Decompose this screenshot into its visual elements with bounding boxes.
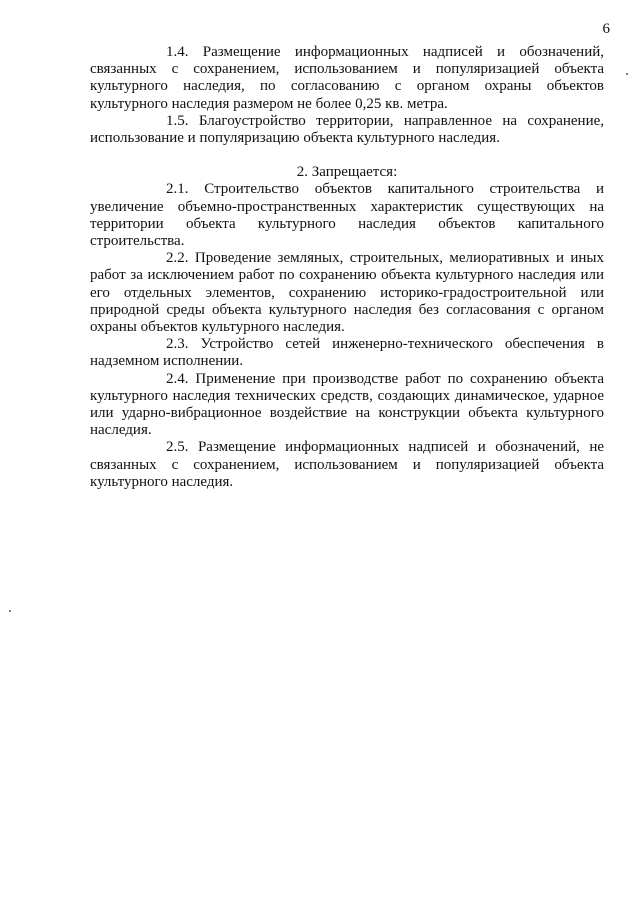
list-item-2-2 (90, 250, 604, 336)
list-item-2-3 (90, 336, 604, 370)
list-item-1-4 (90, 44, 604, 113)
item-number: 1.4. (166, 44, 189, 60)
item-text: Благоустройство территории, направленное на сохранение, использование и популяризацию объекта культурного наследия. (90, 112, 605, 147)
item-text: Устройство сетей инженерно-технического обеспечения в надземном исполнении. (90, 336, 605, 370)
list-item-2-1 (90, 181, 604, 250)
item-number: 2.3. (166, 336, 189, 353)
item-text: Проведение земляных, строительных, мелиоративных и иных работ за исключением работ по сохранению объекта культурного наследия или его отдельных элементов, сохранению историко-градостроительной или природной среды объекта культурного наследия без согласования с органом охраны объектов культурного наследия. (90, 250, 604, 336)
item-text: Применение при производстве работ по сохранению объекта культурного наследия технических средств, создающих динамическое, ударное или ударно-вибрационное воздействие на конструкции объекта культурного наследия. (90, 370, 604, 439)
item-number: 2.5. (166, 439, 189, 456)
list-item-2-4 (90, 371, 604, 440)
item-text: Строительство объектов капитального строительства и увеличение объемно-пространственных характеристик существующих на территории объекта культурного наследия объектов капитального строительства. (90, 181, 604, 250)
scan-speck (626, 73, 628, 75)
scan-speck (9, 610, 11, 612)
item-number: 2.4. (166, 370, 189, 387)
section-heading: 2. Запрещается: (296, 164, 398, 181)
document-body (90, 44, 604, 491)
list-item-1-5 (90, 113, 604, 147)
item-number: 2.2. (166, 250, 189, 267)
item-text: Размещение информационных надписей и обозначений, не связанных с сохранением, использованием и популяризацией объекта культурного наследия. (90, 439, 605, 490)
item-number: 1.5. (166, 112, 189, 129)
page-number: 6 (602, 21, 610, 37)
item-number: 2.1. (166, 181, 189, 198)
item-text: Размещение информационных надписей и обозначений, связанных с сохранением, использованием и популяризацией объекта культурного наследия, по согласованию с органом охраны объектов культурного наследия размером не более 0,25 кв. метра. (90, 44, 604, 112)
list-item-2-5 (90, 439, 604, 491)
